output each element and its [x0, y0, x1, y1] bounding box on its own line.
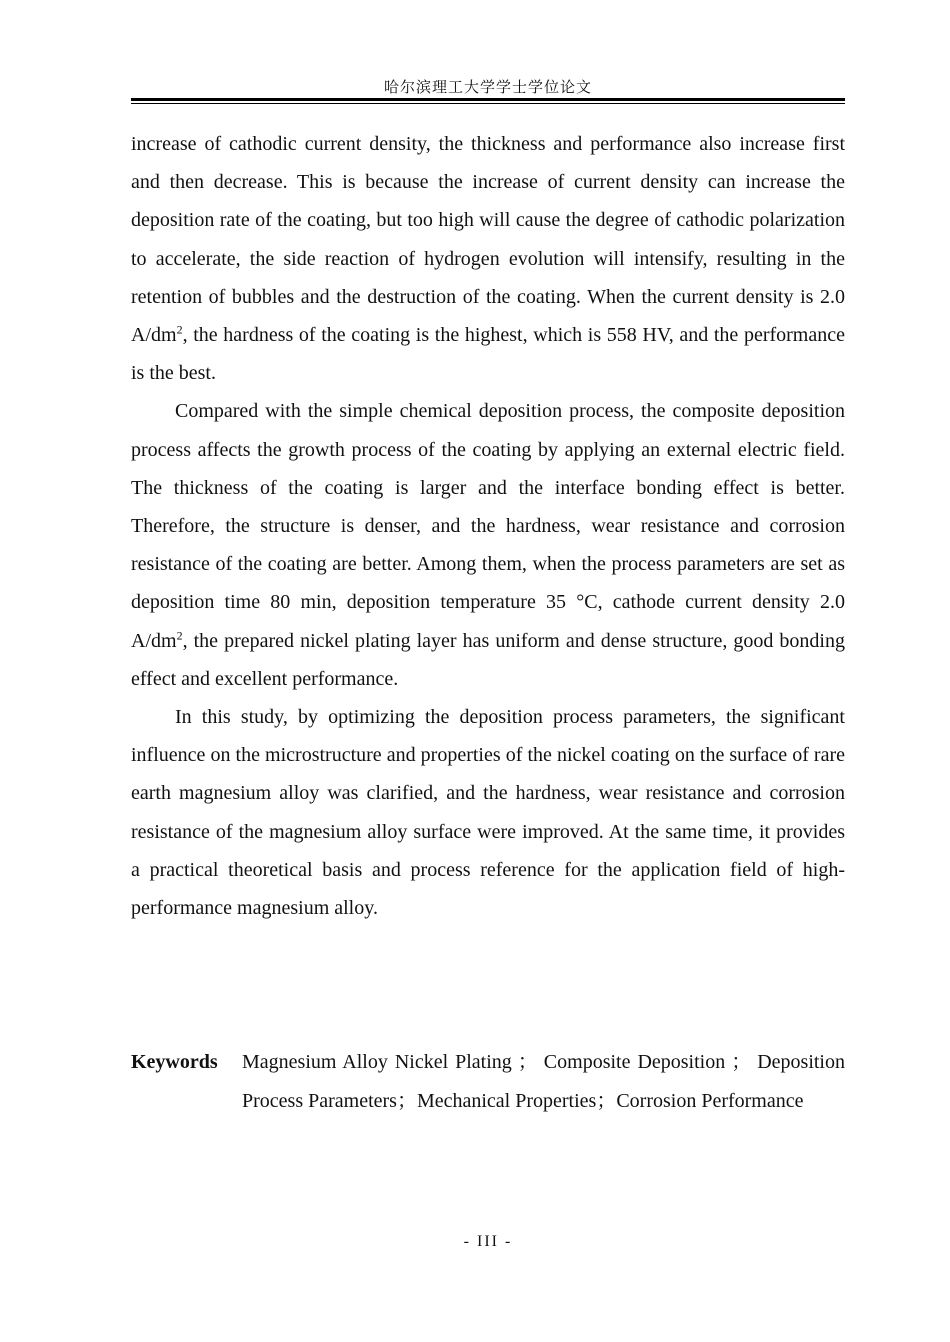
keyword-item: Magnesium Alloy Nickel Plating: [242, 1051, 512, 1073]
header-rule-thin: [131, 103, 845, 104]
paragraph-3: In this study, by optimizing the deposition process parameters, the significant influence on the microstructure and properties of the nickel coating on the surface of rare earth magnesium alloy was clarified, and the hardness, wear resistance and corrosion resistance of the magnesium alloy surface were improved. At the same time, it provides a practical theoretical basis and process reference for the application field of high-performance magnesium alloy.: [131, 706, 845, 920]
keywords-list: [242, 1043, 845, 1121]
paragraph-2-text-b: , the prepared nickel plating layer has uniform and dense structure, good bonding effect and excellent performance.: [131, 629, 845, 690]
paragraph-1-text-a: increase of cathodic current density, the thickness and performance also increase first and then decrease. This is because the increase of current density can increase the deposition rate of the coating, but too high will cause the degree of cathodic polarization to accelerate, the side reaction of hydrogen evolution will intensify, resulting in the retention of bubbles and the destruction of the coating. When the current density is 2.0 A/dm: [131, 133, 845, 347]
page-number: - III -: [463, 1233, 513, 1250]
page-header: 哈尔滨理工大学学士学位论文: [383, 80, 592, 96]
keyword-separator: ；: [731, 1051, 752, 1073]
body-text: [131, 125, 845, 927]
header-rule-thick: [131, 98, 845, 101]
superscript-2: 2: [176, 322, 183, 337]
keyword-item: Mechanical Properties: [416, 1090, 597, 1112]
keyword-item: Composite Deposition: [543, 1051, 726, 1073]
superscript-2: 2: [176, 627, 183, 642]
keyword-separator: ；: [396, 1090, 417, 1112]
keywords-label: Keywords: [131, 1051, 218, 1073]
keyword-separator: ；: [596, 1090, 617, 1112]
paragraph-2: [131, 392, 845, 698]
paragraph-1-text-b: , the hardness of the coating is the highest, which is 558 HV, and the performance is the best.: [131, 324, 845, 385]
keywords-block: [131, 1043, 845, 1121]
paragraph-2-text-a: Compared with the simple chemical deposition process, the composite deposition process affects the growth process of the coating by applying an external electric field. The thickness of the coating is larger and the interface bonding effect is better. Therefore, the structure is denser, and the hardness, wear resistance and corrosion resistance of the coating are better. Among them, when the process parameters are set as deposition time 80 min, deposition temperature 35 °C, cathode current density 2.0 A/dm: [131, 400, 845, 652]
paragraph-1: [131, 125, 845, 392]
keyword-item: Deposition Process Parameters: [242, 1051, 845, 1112]
keyword-item: Corrosion Performance: [616, 1090, 804, 1112]
keyword-separator: ；: [517, 1051, 538, 1073]
